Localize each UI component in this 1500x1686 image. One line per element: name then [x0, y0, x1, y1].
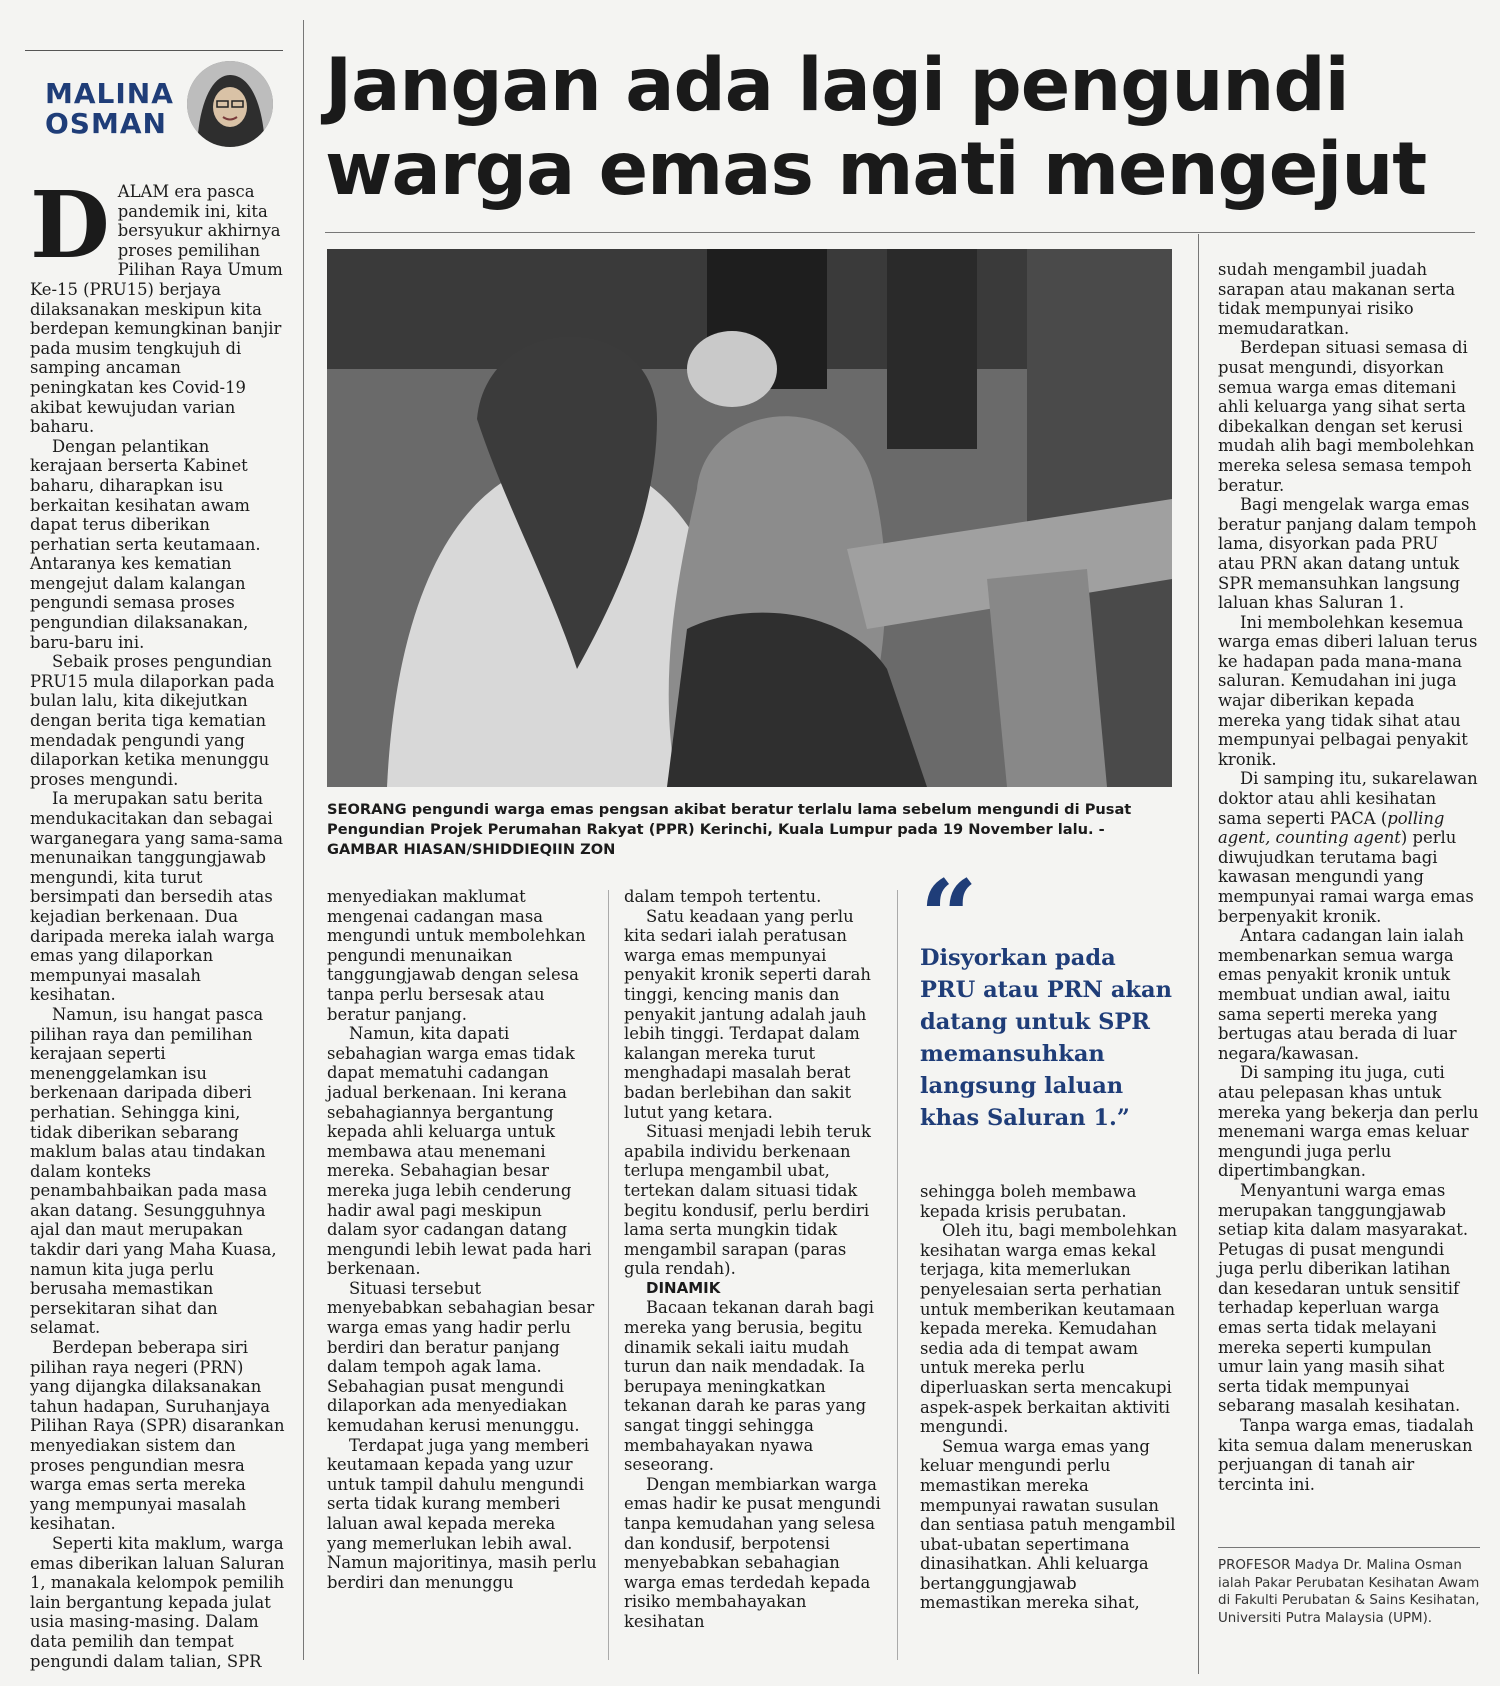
pull-quote-text: Disyorkan pada PRU atau PRN akan datang untuk SPR memansuhkan langsung laluan khas Saluran 1.”: [920, 945, 1172, 1131]
column-rule: [897, 890, 898, 1660]
subheading: DINAMIK: [646, 1278, 721, 1297]
headline-rule: [325, 232, 1475, 233]
paragraph: Namun, isu hangat pasca pilihan raya dan pemilihan kerajaan seperti menenggelamkan isu berkenaan daripada diberi perhatian. Sehingga kini, tidak diberikan sebarang maklum balas atau tindakan dalam konteks penambahbaikan pada masa akan datang. Sesungguhnya ajal dan maut merupakan takdir dari yang Maha Kuasa, namun kita juga perlu berusaha memastikan persekitaran sihat dan selamat.: [30, 1004, 277, 1338]
paragraph: Dengan membiarkan warga emas hadir ke pusat mengundi tanpa kemudahan yang selesa dan kondusif, berpotensi menyebabkan sebahagian warga emas terdedah kepada risiko membahayakan kesihatan: [624, 1474, 881, 1631]
paragraph: dalam tempoh tertentu.: [624, 887, 822, 906]
photo-caption: SEORANG pengundi warga emas pengsan akibat beratur terlalu lama sebelum mengundi di Pusat Pengundian Projek Perumahan Rakyat (PPR) Kerinchi, Kuala Lumpur pada 19 November lalu. - GAMBAR HIASAN/SHIDDIEQIIN ZON: [327, 801, 1132, 858]
paragraph: Berdepan situasi semasa di pusat mengundi, disyorkan semua warga emas ditemani ahli keluarga yang sihat serta dibekalkan dengan set kerusi mudah alih bagi membolehkan mereka selesa semasa tempoh beratur.: [1218, 338, 1475, 495]
paragraph: Satu keadaan yang perlu kita sedari ialah peratusan warga emas mempunyai penyakit kronik seperti darah tinggi, kencing manis dan penyakit jantung adalah jauh lebih tinggi. Terdapat dalam kalangan mereka turut menghadapi masalah berat badan berlebihan dan sakit lutut yang ketara.: [624, 906, 871, 1122]
column-rule: [1198, 234, 1199, 1674]
news-photo: [327, 249, 1172, 787]
paragraph: Sebaik proses pengundian PRU15 mula dilaporkan pada bulan lalu, kita dikejutkan dengan berita tiga kematian mendadak pengundi yang dilaporkan ketika menunggu proses mengundi.: [30, 652, 275, 789]
author-name: MALINA OSMAN: [45, 77, 174, 140]
paragraph: Di samping itu juga, cuti atau pelepasan khas untuk mereka yang bekerja dan perlu menemani warga emas keluar mengundi juga perlu dipertimbangkan.: [1218, 1063, 1479, 1181]
column-rule: [608, 890, 609, 1660]
paragraph: Bagi mengelak warga emas beratur panjang dalam tempoh lama, disyorkan pada PRU atau PRN akan datang untuk SPR memansuhkan langsung laluan khas Saluran 1.: [1218, 495, 1477, 613]
article-column-1: [30, 171, 285, 1671]
paragraph: Bacaan tekanan darah bagi mereka yang berusia, begitu dinamik sekali iaitu mudah turun dan naik mendadak. Ia berupaya meningkatkan tekanan darah ke paras yang sangat tinggi sehingga membahayakan nyawa seseorang.: [624, 1298, 875, 1475]
column-rule: [303, 20, 304, 1660]
paragraph: Semua warga emas yang keluar mengundi perlu memastikan mereka mempunyai rawatan susulan dan sentiasa patuh mengambil ubat-ubatan sepertimana dinasihatkan. Ahli keluarga bertanggungjawab memastikan mereka sihat,: [920, 1436, 1176, 1613]
paragraph: Berdepan beberapa siri pilihan raya negeri (PRN) yang dijangka dilaksanakan tahun hadapan, Suruhanjaya Pilihan Raya (SPR) disarankan menyediakan sistem dan proses pengundian mesra warga emas serta mereka yang mempunyai masalah kesihatan.: [30, 1338, 285, 1534]
paragraph: Oleh itu, bagi membolehkan kesihatan warga emas kekal terjaga, kita memerlukan penyelesaian serta perhatian untuk memberikan keutamaan kepada mereka. Kemudahan sedia ada di tempat awam untuk mereka perlu diperluaskan serta mencakupi aspek-aspek berkaitan aktiviti mengundi.: [920, 1221, 1178, 1437]
paragraph: Menyantuni warga emas merupakan tanggungjawab setiap kita dalam masyarakat. Petugas di pusat mengundi juga perlu diberikan latihan dan kesedaran untuk sensitif terhadap keperluan warga emas serta tidak melayani mereka seperti kumpulan umur lain yang masih sihat serta tidak mempunyai sebarang masalah kesihatan.: [1218, 1180, 1469, 1416]
paragraph: Tanpa warga emas, tiadalah kita semua dalam meneruskan perjuangan di tanah air tercinta ini.: [1218, 1416, 1474, 1494]
paragraph: Namun, kita dapati sebahagian warga emas tidak dapat mematuhi cadangan jadual berkenaan. Ini kerana sebahagiannya bergantung kepada ahli keluarga untuk membawa atau menemani mereka. Sebahagian besar mereka juga lebih cenderung hadir awal pagi meskipun dalam syor cadangan datang mengundi lebih lewat pada hari berkenaan.: [327, 1024, 592, 1279]
paragraph: sehingga boleh membawa kepada krisis perubatan.: [920, 1182, 1137, 1221]
paragraph: Antara cadangan lain ialah membenarkan semua warga emas penyakit kronik untuk membuat undian awal, iaitu sama seperti mereka yang bertugas atau berada di luar negara/kawasan.: [1218, 926, 1464, 1063]
paragraph: sudah mengambil juadah sarapan atau makanan serta tidak mempunyai risiko memudaratkan.: [1218, 260, 1456, 338]
bio-rule: [1218, 1547, 1480, 1548]
paragraph: Ini membolehkan kesemua warga emas diberi laluan terus ke hadapan pada mana-mana saluran. Kemudahan ini juga wajar diberikan kepada mereka yang tidak sihat atau mempunyai pelbagai penyakit kronik.: [1218, 612, 1478, 769]
drop-cap: D: [30, 171, 110, 279]
paragraph: Dengan pelantikan kerajaan berserta Kabinet baharu, diharapkan isu berkaitan kesihatan awam dapat terus diberikan perhatian serta keutamaan. Antaranya kes kematian mengejut dalam kalangan pengundi semasa proses pengundian dilaksanakan, baru-baru ini.: [30, 436, 261, 652]
paragraph: Terdapat juga yang memberi keutamaan kepada yang uzur untuk tampil dahulu mengundi serta tidak kurang memberi laluan awal kepada mereka yang memerlukan lebih awal. Namun majoritinya, masih perlu berdiri dan menunggu: [327, 1435, 597, 1592]
crowd-photo-icon: [327, 249, 1172, 787]
article-column-5: [1218, 260, 1480, 1494]
author-avatar: [187, 61, 273, 147]
paragraph: ALAM era pasca pandemik ini, kita bersyukur akhirnya proses pemilihan Pilihan Raya Umum Ke-15 (PRU15) berjaya dilaksanakan meskipun kita berdepan kemungkinan banjir pada musim tengkujuh di samping ancaman peningkatan kes Covid-19 akibat kewujudan varian baharu.: [30, 182, 283, 437]
quote-mark-icon: “: [920, 858, 978, 976]
paragraph: menyediakan maklumat mengenai cadangan masa mengundi untuk membolehkan pengundi menunaikan tanggungjawab dengan selesa tanpa perlu bersesak atau beratur panjang.: [327, 887, 586, 1024]
pull-quote: [920, 858, 1176, 1134]
paragraph: Ia merupakan satu berita mendukacitakan dan sebagai warganegara yang sama-sama menunaikan tanggungjawab mengundi, kita turut bersimpati dan bersedih atas kejadian berkenaan. Dua daripada mereka ialah warga emas yang dilaporkan mempunyai masalah kesihatan.: [30, 789, 284, 1005]
author-bio: PROFESOR Madya Dr. Malina Osman ialah Pakar Perubatan Kesihatan Awam di Fakulti Perubatan & Sains Kesihatan, Universiti Putra Malaysia (UPM).: [1218, 1558, 1480, 1626]
paragraph: Situasi tersebut menyebabkan sebahagian besar warga emas yang hadir perlu berdiri dan beratur panjang dalam tempoh agak lama. Sebahagian pusat mengundi dilaporkan ada menyediakan kemudahan kerusi menunggu.: [327, 1278, 595, 1436]
article-column-3: [624, 887, 886, 1632]
paragraph: Situasi menjadi lebih teruk apabila individu berkenaan terlupa mengambil ubat, tertekan dalam situasi tidak begitu kondusif, perlu berdiri lama serta mungkin tidak mengambil sarapan (paras gula rendah).: [624, 1122, 871, 1279]
byline: [25, 50, 283, 151]
article-column-2: [327, 887, 597, 1592]
article-column-4: [920, 1182, 1182, 1613]
headline: Jangan ada lagi pengundi warga emas mati mengejut: [325, 43, 1427, 212]
author-portrait-icon: [187, 61, 273, 147]
paragraph: Di samping itu, sukarelawan doktor atau ahli kesihatan sama seperti PACA (polling agent, counting agent) perlu diwujudkan terutama bagi kawasan mengundi yang mempunyai ramai warga emas berpenyakit kronik.: [1218, 769, 1478, 926]
paragraph: Seperti kita maklum, warga emas diberikan laluan Saluran 1, manakala kelompok pemilih lain bergantung kepada julat usia masing-masing. Dalam data pemilih dan tempat pengundi dalam talian, SPR: [30, 1533, 285, 1671]
